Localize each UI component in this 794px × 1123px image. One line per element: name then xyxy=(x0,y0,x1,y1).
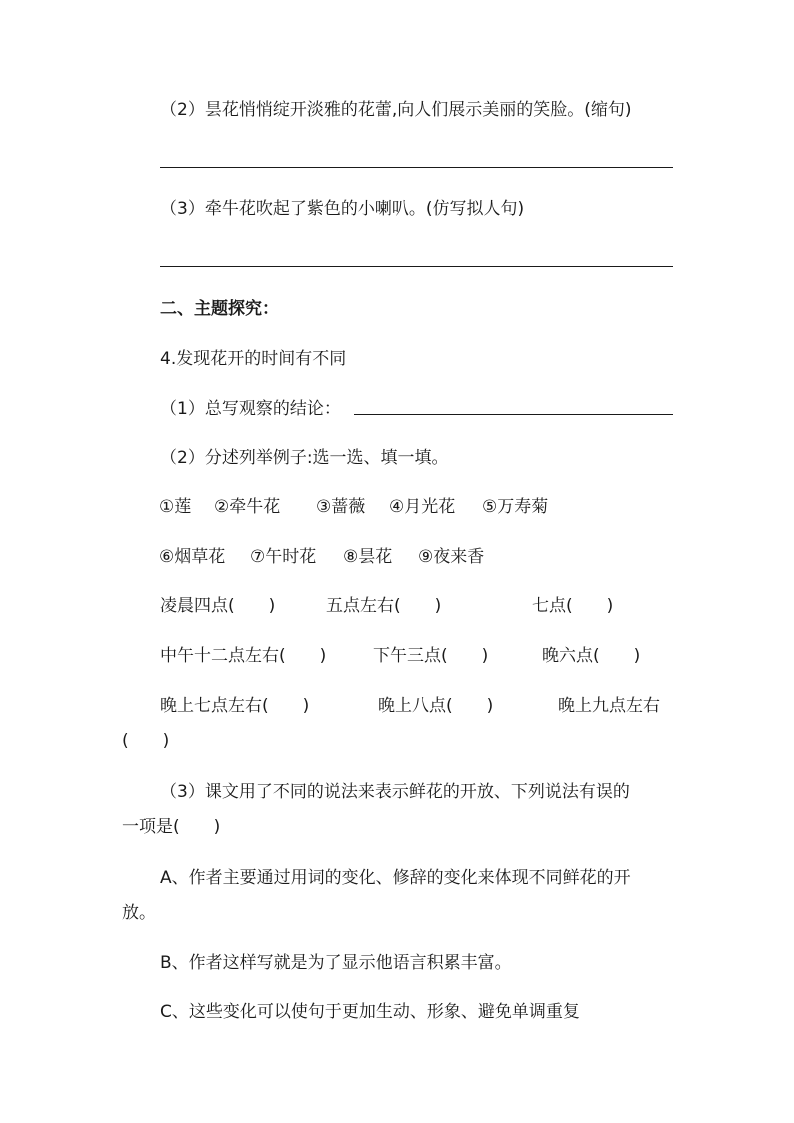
flower-option: ⑤万寿菊 xyxy=(482,497,549,517)
time-blank[interactable]: 七点( ) xyxy=(532,596,614,616)
question-3-text: （3）牵牛花吹起了紫色的小喇叭。(仿写拟人句) xyxy=(160,199,525,219)
flower-option: ⑨夜来香 xyxy=(418,547,485,567)
time-blank[interactable]: 五点左右( ) xyxy=(326,596,442,616)
time-blank[interactable]: 下午三点( ) xyxy=(373,646,489,666)
question-4-sub1: （1）总写观察的结论： xyxy=(160,399,341,419)
flower-option: ⑦午时花 xyxy=(250,547,317,567)
option-a-cont: 放。 xyxy=(122,903,156,923)
section-heading: 二、主题探究： xyxy=(160,299,279,319)
flower-option: ②牵牛花 xyxy=(214,497,281,517)
answer-line-conclusion[interactable] xyxy=(354,414,673,415)
question-4-sub3: （3）课文用了不同的说法来表示鲜花的开放、下列说法有误的 xyxy=(160,782,630,802)
time-label: 晚上九点左右 xyxy=(558,696,660,716)
time-blank[interactable]: ( ) xyxy=(122,731,170,751)
flower-option: ①莲 xyxy=(159,497,192,517)
time-blank[interactable]: 凌晨四点( ) xyxy=(160,596,276,616)
question-2-text: （2）昙花悄悄绽开淡雅的花蕾,向人们展示美丽的笑脸。(缩句) xyxy=(160,100,632,120)
question-4-sub2: （2）分述列举例子:选一选、填一填。 xyxy=(160,448,449,468)
time-blank[interactable]: 晚六点( ) xyxy=(542,646,641,666)
answer-line-q3[interactable] xyxy=(160,266,673,267)
question-4-sub3-cont[interactable]: 一项是( ) xyxy=(122,817,221,837)
option-a: A、作者主要通过用词的变化、修辞的变化来体现不同鲜花的开 xyxy=(160,868,631,888)
answer-line-q2[interactable] xyxy=(160,167,673,168)
time-blank[interactable]: 晚上八点( ) xyxy=(378,696,494,716)
option-c: C、这些变化可以使句于更加生动、形象、避免单调重复 xyxy=(160,1002,580,1022)
flower-option: ⑧昙花 xyxy=(343,547,393,567)
flower-option: ④月光花 xyxy=(389,497,456,517)
flower-option: ⑥烟草花 xyxy=(159,547,226,567)
question-4-title: 4.发现花开的时间有不同 xyxy=(160,349,347,369)
option-b: B、作者这样写就是为了显示他语言积累丰富。 xyxy=(160,953,512,973)
flower-option: ③蔷薇 xyxy=(316,497,366,517)
time-blank[interactable]: 中午十二点左右( ) xyxy=(160,646,327,666)
time-blank[interactable]: 晚上七点左右( ) xyxy=(160,696,310,716)
